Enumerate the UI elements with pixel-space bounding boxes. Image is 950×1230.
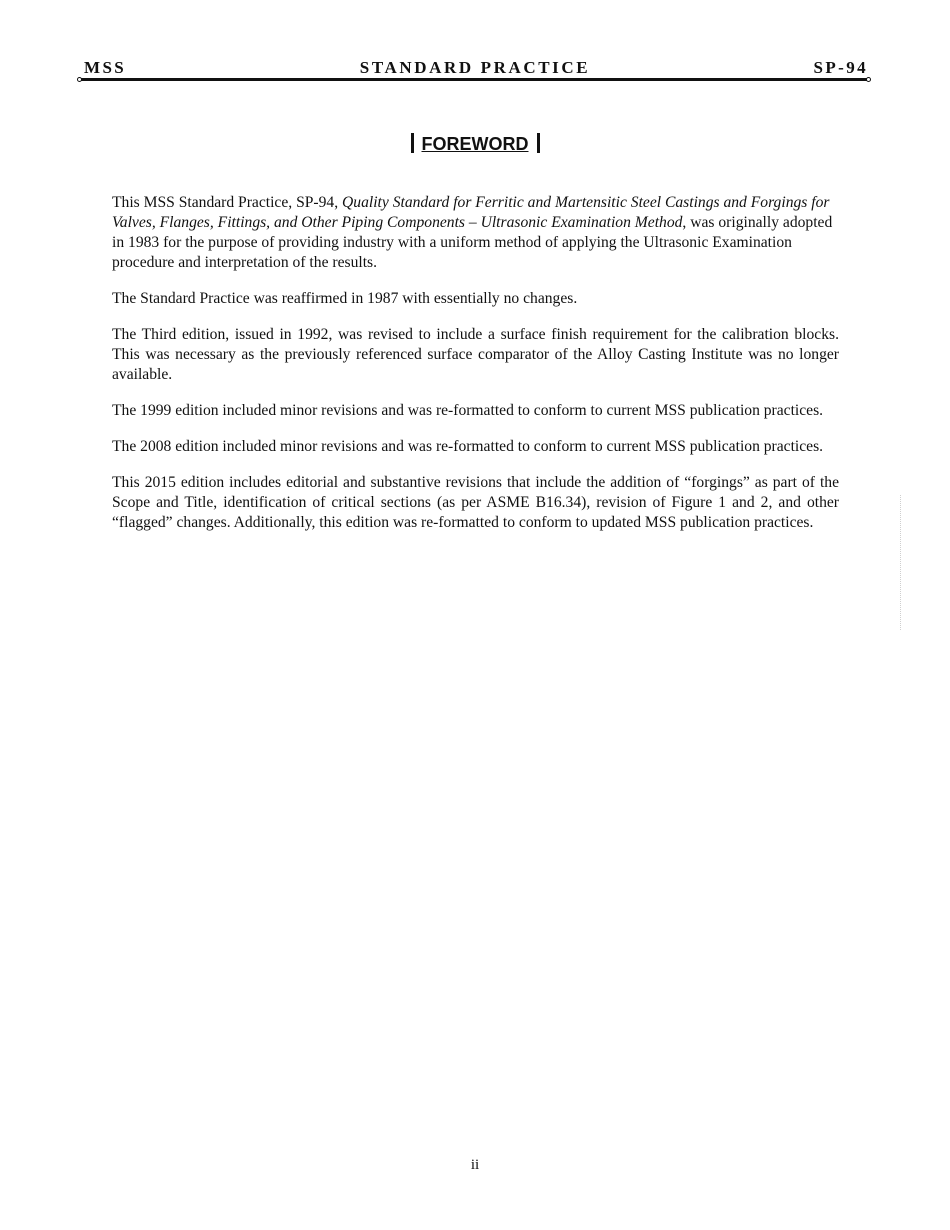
header-title: STANDARD PRACTICE [359, 58, 591, 77]
paragraph-6: This 2015 edition includes editorial and substantive revisions that include the addition of “forgings” as part of the Scope and Title, identification of critical sections (as per ASME B16.34), revision of Figure 1 and 2, and other “flagged” changes. Additionally, this edition was re-formatted to conform to updated MSS publication practices. [112, 474, 839, 531]
header-rule-right-end [866, 77, 871, 82]
paragraph-3: The Third edition, issued in 1992, was revised to include a surface finish requirement for the calibration blocks. This was necessary as the previously referenced surface comparator of the Alloy Casting Institute was no longer available. [112, 326, 839, 383]
section-title-text: FOREWORD [421, 134, 529, 154]
paragraph-1-suffix: , was originally adopted in 1983 for the purpose of providing industry with a uniform method of applying the Ultrasonic Examination procedure and interpretation of the results. [112, 214, 833, 271]
title-bar-left [411, 133, 414, 153]
paragraph-1-prefix: This MSS Standard Practice, SP-94, [112, 194, 343, 211]
title-bar-right [537, 133, 540, 153]
paragraph-1 [112, 193, 839, 273]
page-number: ii [470, 1157, 480, 1173]
paragraph-2: The Standard Practice was reaffirmed in 1987 with essentially no changes. [112, 290, 578, 307]
header-rule-left-end [77, 77, 82, 82]
header-org: MSS [84, 58, 127, 77]
paragraph-4: The 1999 edition included minor revisions and was re-formatted to conform to current MSS publication practices. [112, 402, 824, 419]
header-doc-id: SP-94 [813, 58, 868, 77]
page-header [82, 58, 868, 78]
margin-mark [900, 495, 902, 630]
foreword-body [112, 193, 839, 549]
header-rule [80, 78, 870, 81]
paragraph-5: The 2008 edition included minor revisions and was re-formatted to conform to current MSS publication practices. [112, 438, 824, 455]
section-title [0, 133, 950, 155]
paragraph-1-standard-title: Quality Standard for Ferritic and Martensitic Steel Castings and Forgings for Valves, Flanges, Fittings, and Other Piping Components – Ultrasonic Examination Method [112, 194, 830, 231]
